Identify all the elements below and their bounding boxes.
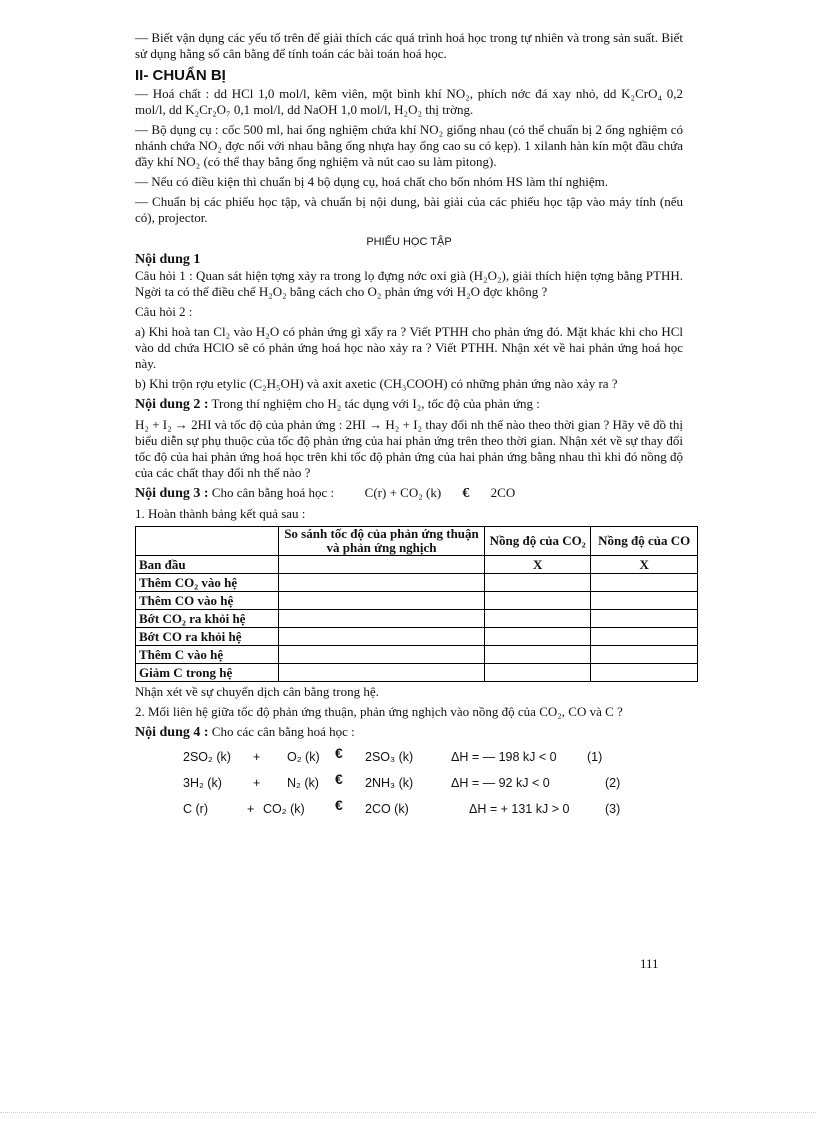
equilibrium-arrow: € (335, 797, 343, 813)
worksheet-prep-paragraph: — Chuẩn bị các phiếu học tập, và chuẩn bị nội dung, bài giải của các phiếu học tập vào máy tính (nếu có), projector. (135, 194, 683, 225)
equipment-paragraph: — Bộ dụng cụ : cốc 500 ml, hai ống nghiệm chứa khí NO₂ giống nhau (có thể chuẩn bị 2 ống nghiệm có nhánh chứa NO₂ đợc nối với nhau bằng ống nhựa hay ống cao su có kẹp). 1 xilanh hàn kín một đầu chứa đầy khí NO₂ (có thể thay bằng ống nghiệm và nút cao su làm pitong). (135, 122, 683, 169)
table-row (136, 574, 698, 592)
content3-question2: 2. Mối liên hệ giữa tốc độ phản ứng thuận, phản ứng nghịch vào nồng độ của CO₂, CO và C ? (135, 704, 623, 719)
equilibrium-arrow: € (335, 745, 343, 761)
table-cell (591, 646, 698, 664)
equation-row (135, 745, 683, 771)
product: 2SO₃ (k) (365, 750, 414, 764)
product: 2CO (k) (365, 802, 409, 816)
content4 (135, 724, 683, 741)
content2-body: H₂ + I₂ → 2HI và tốc độ của phản ứng : 2HI → H₂ + I₂ thay đổi nh thế nào theo thời gian ? Hãy vẽ đồ thị biểu diễn sự phụ thuộc của tốc độ phản ứng của hai phản ứng trên theo thời gian. Nhận xét về sự thay đổi tốc độ của hai phản ứng hoá học trên khi tốc độ phản ứng của hai phản ứng bằng nhau thì khi đó nồng độ của các chất thay đổi nh thế nào ? (135, 417, 683, 480)
equilibrium-right: 2CO (490, 485, 516, 500)
content4-lead: Cho các cân bằng hoá học : (208, 724, 355, 739)
chemicals-paragraph: — Hoá chất : dd HCl 1,0 mol/l, kẽm viên, một bình khí NO₂, phích nớc đá xay nhỏ, dd K₂CrO₄ 0,2 mol/l, dd K₂Cr₂O₇ 0,1 mol/l, dd NaOH 1,0 mol/l, H₂O₂ thị trờng. (135, 86, 683, 117)
equation-number: (2) (605, 776, 621, 790)
table-header-cell: Nồng độ của CO₂ (484, 527, 591, 556)
section-title: II- CHUẨN BỊ (135, 67, 226, 84)
table-row (136, 628, 698, 646)
table-cell (279, 556, 485, 574)
table-cell (484, 592, 591, 610)
table-cell: Thêm CO vào hệ (136, 592, 279, 610)
content1-question1: Câu hỏi 1 : Quan sát hiện tợng xảy ra trong lọ đựng nớc oxi già (H₂O₂), giải thích hiện tợng bằng PTHH. Ngời ta có thể điều chế H₂O₂ bằng cách cho O₂ phản ứng với H₂O đợc không ? (135, 268, 683, 299)
table-cell (484, 664, 591, 682)
table-row (136, 610, 698, 628)
table-header-row (136, 527, 698, 556)
plus-sign: + (253, 750, 261, 764)
table-cell: Giảm C trong hệ (136, 664, 279, 682)
reactant-1: C (r) (183, 802, 208, 816)
content2-title: Nội dung 2 : (135, 397, 209, 412)
reactant-2: O₂ (k) (287, 750, 320, 764)
content3-lead: Cho cân bằng hoá học : (208, 485, 335, 500)
equilibrium-left: C(r) + CO₂ (k) (364, 485, 442, 500)
table-cell (279, 664, 485, 682)
content1-question2-label: Câu hỏi 2 : (135, 304, 193, 319)
enthalpy: ΔH = + 131 kJ > 0 (469, 802, 570, 816)
content2-lead: Trong thí nghiệm cho H₂ tác dụng với I₂, tốc độ của phản ứng : (208, 396, 540, 411)
table-header-cell (136, 527, 279, 556)
page-number: 111 (640, 956, 659, 971)
document-page (135, 30, 691, 823)
plus-sign: + (247, 802, 255, 816)
equation-number: (3) (605, 802, 621, 816)
equation-row (135, 771, 683, 797)
table-cell (484, 628, 591, 646)
worksheet-title: PHIẾU HỌC TẬP (366, 236, 452, 248)
table-cell: Thêm CO₂ vào hệ (136, 574, 279, 592)
content1-question2a: a) Khi hoà tan Cl₂ vào H₂O có phản ứng gì xẩy ra ? Viết PTHH cho phản ứng đó. Mặt khác khi cho HCl vào dd chứa HClO sẽ có phản ứng hoá học nào xảy ra ? Viết PTHH. Nhận xét về hai phản ứng hoá học này. (135, 324, 683, 371)
equilibrium-arrow: € (335, 771, 343, 787)
reactant-1: 3H₂ (k) (183, 776, 222, 790)
table-cell: Bớt CO ra khỏi hệ (136, 628, 279, 646)
table-cell (484, 574, 591, 592)
table-cell (591, 664, 698, 682)
enthalpy: ΔH = — 198 kJ < 0 (451, 750, 557, 764)
content3-task: 1. Hoàn thành bảng kết quả sau : (135, 506, 306, 521)
table-row (136, 556, 698, 574)
page-bottom-divider (0, 1112, 816, 1113)
table-cell (484, 610, 591, 628)
table-cell: X (484, 556, 591, 574)
product: 2NH₃ (k) (365, 776, 414, 790)
table-cell: Ban đầu (136, 556, 279, 574)
table-cell (591, 592, 698, 610)
reactant-1: 2SO₂ (k) (183, 750, 231, 764)
table-header-cell: So sánh tốc độ của phản ứng thuận và phản ứng nghịch (279, 527, 485, 556)
table-cell (279, 646, 485, 664)
intro-paragraph: — Biết vận dụng các yếu tố trên để giải thích các quá trình hoá học trong tự nhiên và trong sản suất. Biết sử dụng hằng số cân bằng để tính toán các bài toán hoá học. (135, 30, 683, 61)
table-cell (279, 610, 485, 628)
table-cell (279, 592, 485, 610)
content3-remark: Nhận xét về sự chuyển dịch cân bằng trong hệ. (135, 684, 379, 699)
table-header-cell: Nồng độ của CO (591, 527, 698, 556)
table-cell: Bớt CO₂ ra khỏi hệ (136, 610, 279, 628)
content1-question2b: b) Khi trộn rợu etylic (C₂H₅OH) và axit axetic (CH₃COOH) có những phản ứng nào xảy ra ? (135, 376, 618, 391)
equation-number: (1) (587, 750, 603, 764)
content3-title: Nội dung 3 : (135, 486, 209, 501)
results-table (135, 526, 698, 682)
table-cell (279, 628, 485, 646)
content1-title: Nội dung 1 (135, 252, 201, 267)
content4-title: Nội dung 4 : (135, 725, 209, 740)
table-cell (279, 574, 485, 592)
content3 (135, 485, 683, 502)
table-cell: X (591, 556, 698, 574)
table-cell (591, 574, 698, 592)
enthalpy: ΔH = — 92 kJ < 0 (451, 776, 550, 790)
equation-row (135, 797, 683, 823)
reactant-2: CO₂ (k) (263, 802, 305, 816)
reactant-2: N₂ (k) (287, 776, 319, 790)
equilibrium-arrow: € (462, 486, 470, 501)
table-cell (484, 646, 591, 664)
table-cell: Thêm C vào hệ (136, 646, 279, 664)
table-row (136, 664, 698, 682)
plus-sign: + (253, 776, 261, 790)
table-row (136, 646, 698, 664)
table-cell (591, 628, 698, 646)
table-row (136, 592, 698, 610)
groups-paragraph: — Nếu có điều kiện thì chuẩn bị 4 bộ dụng cụ, hoá chất cho bốn nhóm HS làm thí nghiệm. (135, 174, 608, 189)
table-cell (591, 610, 698, 628)
content2 (135, 396, 683, 413)
